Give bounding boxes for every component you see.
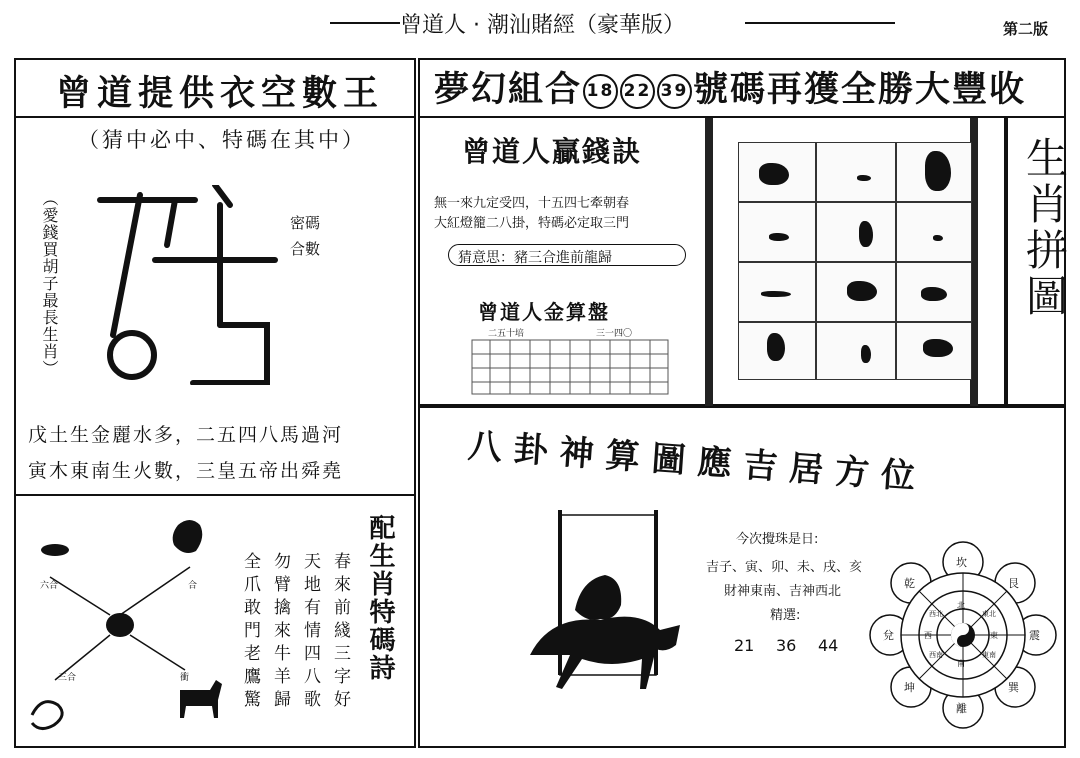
- hint-text: 猜意思：豬三合進前龍歸: [458, 250, 612, 266]
- warrior-icon: [575, 575, 621, 620]
- poem-line-1: 戊土生金麗水多，二五四八馬過河: [28, 424, 344, 446]
- puzzle-cell: [816, 322, 896, 380]
- wheel-direction-s: 南: [957, 659, 965, 668]
- selection-label: 精選:: [770, 608, 801, 623]
- wheel-direction-ne: 東北: [982, 610, 996, 618]
- puzzle-piece: [761, 291, 791, 297]
- puzzle-cell: [816, 262, 896, 322]
- puzzle-piece: [759, 163, 789, 185]
- draw-line-2: 財神東南、吉神西北: [724, 584, 842, 599]
- header-title: 曾道人 · 潮汕賭經（豪華版）: [400, 13, 685, 38]
- abacus-title: 曾道人金算盤: [478, 300, 610, 324]
- wheel-trigram-w: 兌: [883, 629, 894, 642]
- puzzle-piece: [769, 233, 789, 241]
- arrow-nw: [50, 577, 110, 615]
- edition-label: 第二版: [1003, 20, 1049, 38]
- puzzle-piece: [861, 345, 871, 363]
- poem-line-2: 寅木東南生火數，三皇五帝出舜堯: [28, 460, 344, 482]
- puzzle-piece: [933, 235, 943, 241]
- wheel-direction-nw: 西北: [929, 610, 943, 618]
- banner-text-after: 號碼再獲全勝大豐收: [693, 70, 1027, 110]
- puzzle-piece: [857, 175, 871, 181]
- wheel-direction-n: 北: [957, 601, 965, 610]
- win-formula-title: 曾道人贏錢訣: [462, 135, 643, 168]
- glyph-stroke-four-left: [167, 200, 175, 245]
- arrow-label-2: 合: [188, 581, 198, 591]
- banner-text-before: 夢幻組合: [434, 70, 583, 110]
- puzzle-cell: [816, 202, 896, 262]
- wheel-trigram-ne: 艮: [1008, 577, 1019, 590]
- rooster-icon: [173, 520, 203, 553]
- draw-line-1: 吉子、寅、卯、未、戌、亥: [706, 560, 863, 575]
- side-note: （愛錢買胡子最長生肖）: [40, 190, 59, 377]
- poem-column-4: 全爪敢門老鷹驚: [240, 552, 260, 713]
- wheel-direction-sw: 西南: [929, 651, 943, 659]
- header-rule-left: [330, 22, 400, 24]
- arrow-label-4: 衝: [180, 673, 190, 683]
- banner-number-1: 18: [583, 74, 618, 109]
- puzzle-piece: [767, 333, 785, 361]
- snake-icon: [32, 702, 62, 729]
- glyph-circle: [110, 333, 154, 377]
- win-formula-line-2: 大紅燈籠二八掛，特碼必定取三門: [434, 216, 630, 231]
- arrow-label-1: 六合: [40, 581, 59, 591]
- puzzle-frame: [705, 118, 713, 406]
- animals-diagram: [20, 505, 230, 745]
- banner-text: [434, 62, 1026, 112]
- glyph-stroke-five-hook: [193, 325, 267, 383]
- top-left-subtitle: （猜中必中、特碼在其中）: [78, 128, 366, 152]
- banner-number-3: 39: [657, 74, 692, 109]
- abacus-label-right: 三一四〇: [596, 329, 633, 339]
- wheel-trigram-se: 巽: [1008, 681, 1019, 694]
- puzzle-piece: [923, 339, 953, 357]
- selection-number-1: 21: [734, 636, 755, 655]
- arrow-label-3: 三合: [58, 673, 77, 683]
- rider-illustration: [500, 505, 700, 725]
- puzzle-cell: [896, 202, 972, 262]
- arrow-ne: [120, 567, 190, 615]
- code-label-1: 密碼: [290, 214, 321, 232]
- zodiac-puzzle-title: 生肖拼圖: [1020, 136, 1069, 320]
- abacus-grid: [470, 338, 670, 396]
- puzzle-cell: [896, 142, 972, 202]
- abacus-label-left: 二五十培: [488, 329, 525, 339]
- poem-column-3: 勿臂擒來牛羊歸: [270, 552, 290, 713]
- animals-poem-title: 配生肖特碼詩: [365, 514, 395, 682]
- puzzle-cell: [738, 142, 816, 202]
- header-rule-right: [745, 22, 895, 24]
- wheel-trigram-n: 坎: [956, 556, 967, 569]
- puzzle-piece: [925, 151, 951, 191]
- selection-number-3: 44: [818, 636, 839, 655]
- puzzle-cell: [896, 322, 972, 380]
- bagua-title: 八卦神算圖應吉居方位: [466, 425, 929, 498]
- dog-icon: [180, 680, 222, 718]
- wheel-trigram-nw: 乾: [904, 577, 915, 590]
- puzzle-cell: [896, 262, 972, 322]
- wheel-trigram-s: 離: [956, 702, 967, 715]
- glyph-stroke-five-top: [215, 185, 230, 205]
- draw-label: 今次攪珠是日:: [736, 532, 819, 547]
- code-label-2: 合數: [290, 240, 321, 258]
- wheel-trigram-e: 震: [1029, 629, 1040, 642]
- wheel-direction-e: 東: [990, 631, 998, 640]
- poem-column-1: 春來前綫三字好: [330, 552, 350, 713]
- ox-icon: [106, 613, 134, 637]
- puzzle-piece: [859, 221, 873, 247]
- puzzle-cell: [738, 322, 816, 380]
- wheel-trigram-sw: 坤: [904, 681, 915, 694]
- selection-number-2: 36: [776, 636, 797, 655]
- wheel-direction-w: 西: [924, 631, 932, 640]
- win-formula-line-1: 無一來九定受四，十五四七牽朝春: [434, 196, 630, 211]
- number-glyph-drawing: [95, 185, 285, 385]
- arrow-se: [130, 635, 185, 670]
- wheel-direction-se: 東南: [982, 651, 996, 659]
- puzzle-cell: [816, 142, 896, 202]
- puzzle-piece: [921, 287, 947, 301]
- puzzle-cell: [738, 202, 816, 262]
- puzzle-piece: [847, 281, 877, 301]
- puzzle-cell: [738, 262, 816, 322]
- rat-icon: [41, 544, 69, 556]
- poem-column-2: 天地有情四八歌: [300, 552, 320, 713]
- top-left-title: 曾道提供衣空數王: [56, 73, 385, 114]
- banner-number-2: 22: [620, 74, 655, 109]
- glyph-stroke-four-diag: [113, 195, 140, 335]
